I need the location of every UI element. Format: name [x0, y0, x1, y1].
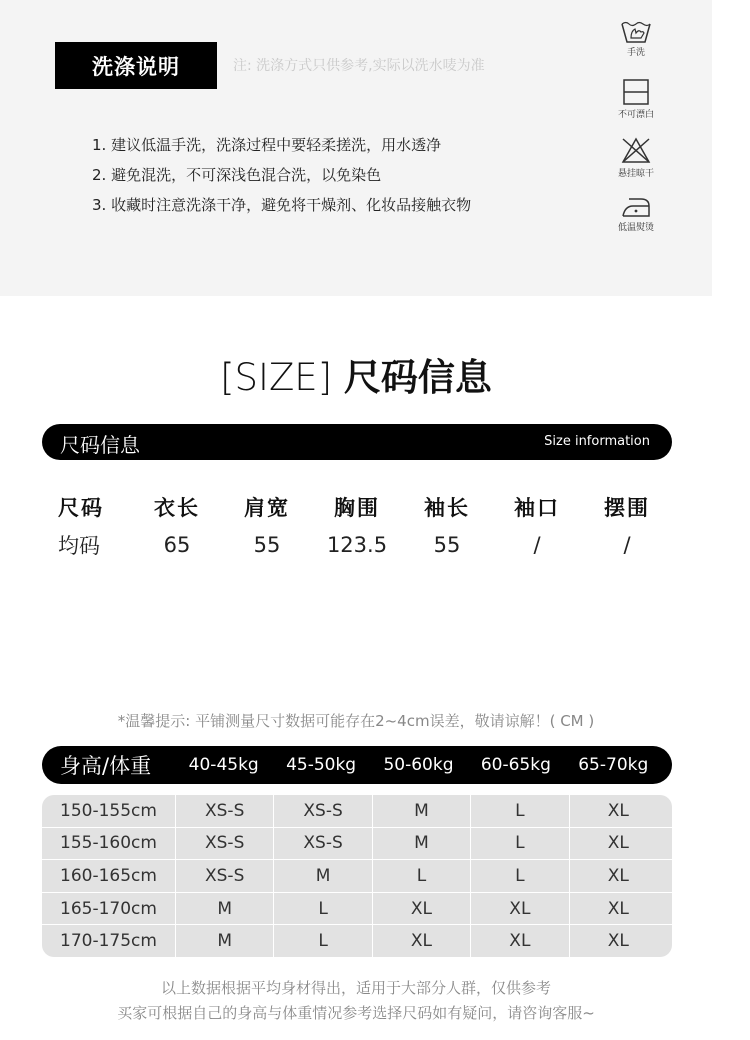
size-cell: L [470, 828, 568, 860]
size-info-bar-title: 尺码信息 [60, 433, 140, 457]
no-bleach-icon [622, 78, 650, 106]
wash-note: 注: 洗涤方式只供参考,实际以洗水唛为准 [233, 58, 485, 74]
size-cell: XS-S [273, 828, 371, 860]
size-cell: XL [569, 925, 667, 957]
size-cell: L [273, 893, 371, 925]
size-value-cell: 均码 [58, 534, 100, 558]
recommend-row [42, 795, 672, 828]
size-header-cell: 摆围 [604, 496, 650, 520]
size-info-bar [42, 424, 672, 460]
size-cell: XL [569, 828, 667, 860]
wash-title: 洗涤说明 [55, 42, 217, 89]
size-cell: L [273, 925, 371, 957]
weight-header-cell: 40-45kg [188, 755, 259, 775]
size-value-cell: / [533, 533, 541, 557]
size-value-cell: 123.5 [326, 533, 388, 557]
size-cell: XS-S [175, 795, 273, 827]
size-cell: L [372, 860, 470, 892]
size-info-bar-subtitle: Size information [544, 434, 650, 449]
recommend-header-bar [42, 746, 672, 784]
care-label: 悬挂晾干 [617, 169, 654, 179]
size-value-cell: / [623, 533, 631, 557]
care-hand-wash [606, 18, 666, 58]
footer-note-line: 以上数据根据平均身材得出，适用于大部分人群，仅供参考 [160, 979, 551, 997]
height-cell: 165-170cm [60, 898, 157, 919]
size-cell: XS-S [175, 828, 273, 860]
size-value-cell: 55 [253, 533, 281, 557]
size-cell: XL [372, 925, 470, 957]
size-cell: M [175, 925, 273, 957]
wash-item: 1. 建议低温手洗，洗涤过程中要轻柔搓洗，用水透净 [92, 136, 442, 154]
size-cell: M [372, 795, 470, 827]
size-cell: XL [372, 893, 470, 925]
size-heading [0, 347, 712, 401]
footer-note-line: 买家可根据自己的身高与体重情况参考选择尺码如有疑问，请咨询客服~ [117, 1004, 595, 1022]
size-value-cell: 55 [433, 533, 461, 557]
care-label: 低温熨烫 [617, 223, 654, 233]
size-cell: M [273, 860, 371, 892]
size-cell: XS-S [175, 860, 273, 892]
height-cell: 160-165cm [60, 865, 157, 886]
size-cell: XL [569, 795, 667, 827]
size-cell: XS-S [273, 795, 371, 827]
size-cell: XL [569, 860, 667, 892]
hang-dry-icon [620, 135, 652, 165]
wash-section [0, 0, 712, 296]
size-value-cell: 65 [163, 533, 191, 557]
size-header-cell: 袖口 [514, 496, 560, 520]
care-no-bleach [606, 78, 666, 120]
recommend-row [42, 893, 672, 926]
weight-header-cell: 65-70kg [578, 755, 649, 775]
size-header-cell: 袖长 [424, 496, 470, 520]
size-cell: XL [470, 925, 568, 957]
height-cell: 170-175cm [60, 931, 157, 952]
size-cell: M [175, 893, 273, 925]
care-hang-dry [606, 135, 666, 179]
size-table-row [42, 526, 672, 564]
care-low-iron [606, 195, 666, 233]
recommend-row [42, 925, 672, 957]
weight-header-cell: 60-65kg [480, 755, 551, 775]
recommend-table [42, 795, 672, 957]
wash-list [92, 130, 471, 220]
size-cell: XL [470, 893, 568, 925]
recommend-header-label: 身高/体重 [60, 754, 152, 778]
recommend-row [42, 860, 672, 893]
care-label: 手洗 [626, 48, 645, 58]
height-cell: 150-155cm [60, 800, 157, 821]
size-table-header [42, 488, 672, 526]
wash-item: 2. 避免混洗，不可深浅色混合洗，以免染色 [92, 166, 382, 184]
recommend-row [42, 828, 672, 861]
size-header-cell: 衣长 [154, 496, 200, 520]
size-heading-bracket: [SIZE] [220, 356, 333, 399]
size-cell: M [372, 828, 470, 860]
size-header-cell: 尺码 [58, 496, 104, 520]
size-table [42, 488, 672, 564]
height-cell: 155-160cm [60, 833, 157, 854]
weight-header-cell: 50-60kg [383, 755, 454, 775]
low-iron-icon [619, 195, 653, 219]
size-heading-title: 尺码信息 [343, 356, 492, 399]
measurement-tip: *温馨提示: 平铺测量尺寸数据可能存在2~4cm误差，敬请谅解！( CM ) [117, 712, 595, 730]
size-header-cell: 肩宽 [244, 496, 290, 520]
size-cell: XL [569, 893, 667, 925]
size-header-cell: 胸围 [334, 496, 380, 520]
size-cell: L [470, 795, 568, 827]
weight-header-cell: 45-50kg [286, 755, 357, 775]
wash-item: 3. 收藏时注意洗涤干净，避免将干燥剂、化妆品接触衣物 [92, 196, 472, 214]
care-label: 不可漂白 [617, 110, 654, 120]
size-cell: L [470, 860, 568, 892]
hand-wash-icon [619, 18, 653, 44]
